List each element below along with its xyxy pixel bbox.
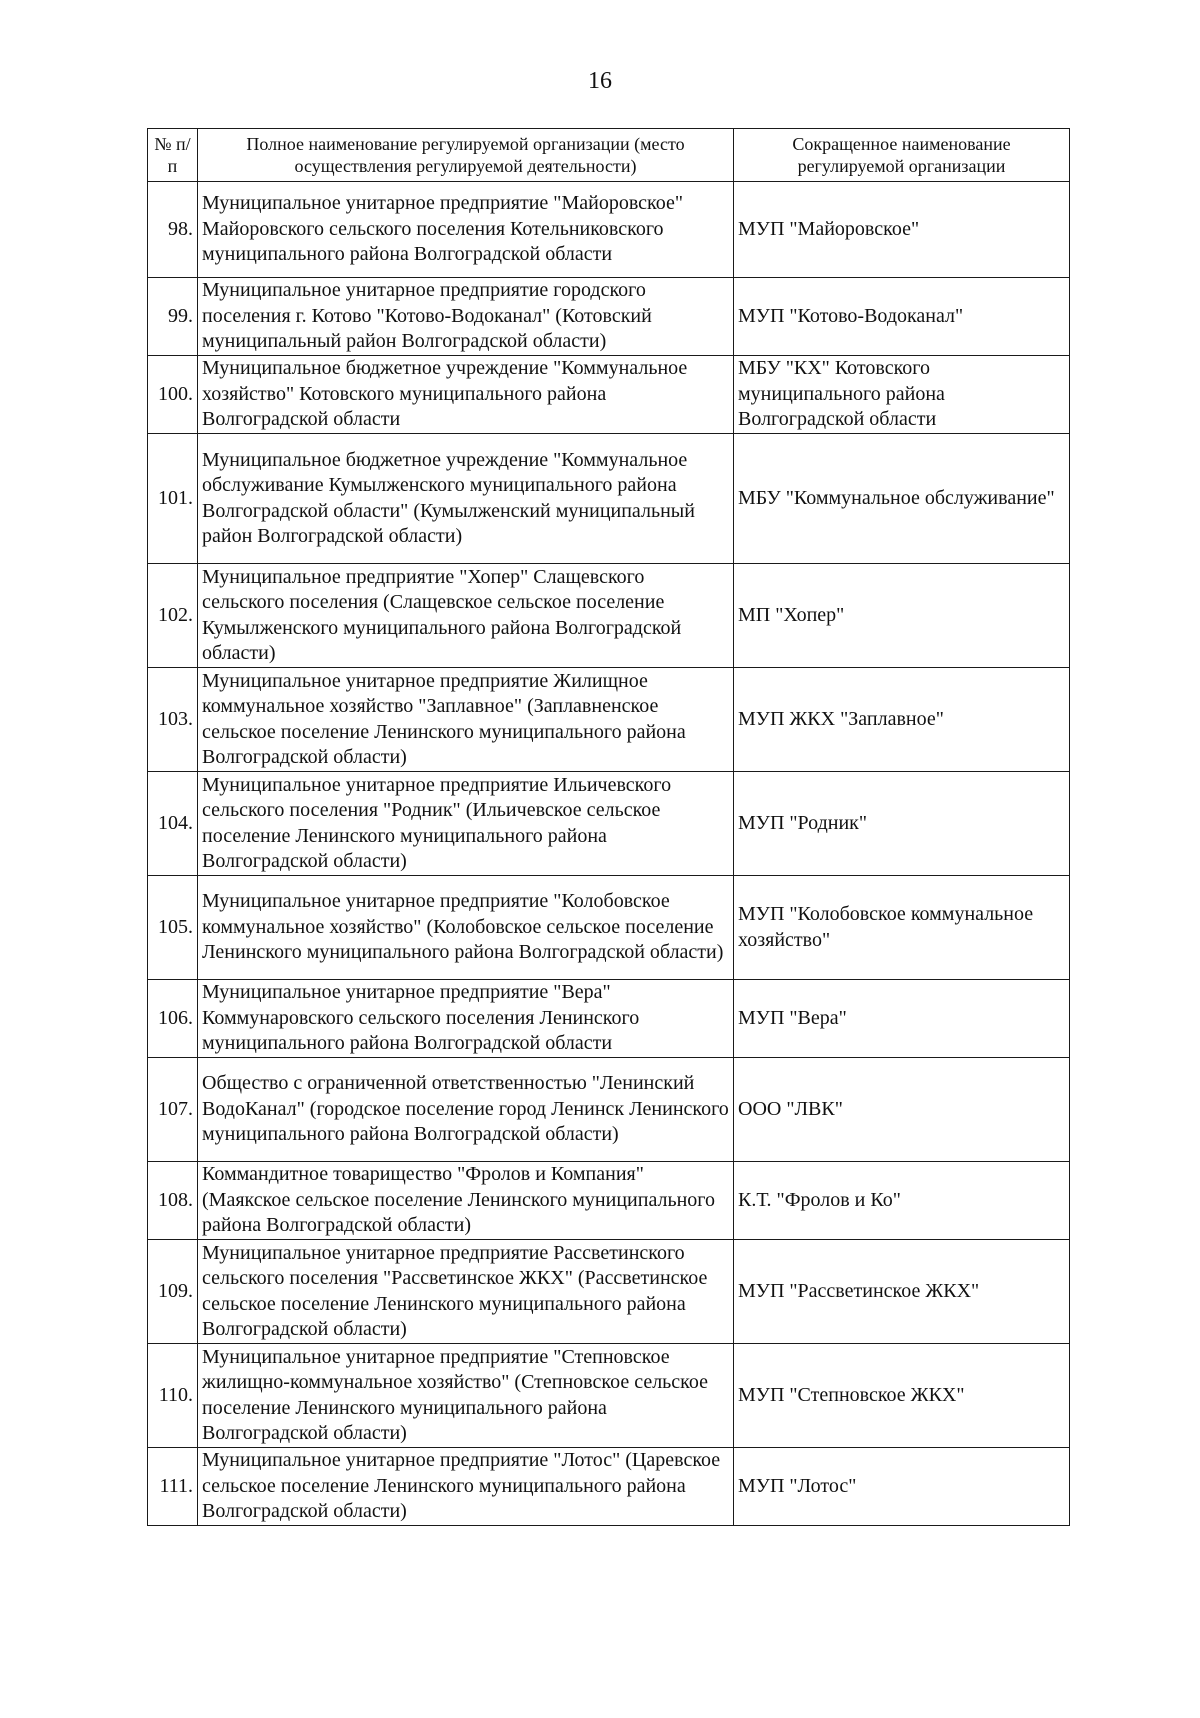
row-number: 104. <box>148 772 198 876</box>
table-row <box>148 278 1070 356</box>
row-number: 98. <box>148 182 198 278</box>
full-name-cell: Муниципальное бюджетное учреждение "Коммунальное хозяйство" Котовского муниципального района Волгоградской области <box>198 356 734 434</box>
full-name-cell: Муниципальное предприятие "Хопер" Слащевского сельского поселения (Слащевское сельское поселение Кумылженского муниципального района Волгоградской области) <box>198 564 734 668</box>
full-name-cell: Муниципальное унитарное предприятие Жилищное коммунальное хозяйство "Заплавное" (Заплавненское сельское поселение Ленинского муниципального района Волгоградской области) <box>198 668 734 772</box>
full-name-cell: Общество с ограниченной ответственностью "Ленинский ВодоКанал" (городское поселение город Ленинск Ленинского муниципального района Волгоградской области) <box>198 1058 734 1162</box>
header-full-name: Полное наименование регулируемой организации (место осуществления регулируемой деятельности) <box>198 129 734 182</box>
table-row <box>148 1240 1070 1344</box>
row-number: 107. <box>148 1058 198 1162</box>
short-name-cell: МУП ЖКХ "Заплавное" <box>734 668 1070 772</box>
table-row <box>148 876 1070 980</box>
table-row <box>148 434 1070 564</box>
short-name-cell: МП "Хопер" <box>734 564 1070 668</box>
short-name-cell: МУП "Майоровское" <box>734 182 1070 278</box>
row-number: 101. <box>148 434 198 564</box>
table-row <box>148 1162 1070 1240</box>
short-name-cell: ООО "ЛВК" <box>734 1058 1070 1162</box>
full-name-cell: Муниципальное унитарное предприятие "Степновское жилищно-коммунальное хозяйство" (Степновское сельское поселение Ленинского муниципального района Волгоградской области) <box>198 1344 734 1448</box>
table-row <box>148 980 1070 1058</box>
full-name-cell: Муниципальное унитарное предприятие "Майоровское" Майоровского сельского поселения Котельниковского муниципального района Волгоградской области <box>198 182 734 278</box>
short-name-cell: МУП "Родник" <box>734 772 1070 876</box>
short-name-cell: МУП "Колобовское коммунальное хозяйство" <box>734 876 1070 980</box>
table-row <box>148 1344 1070 1448</box>
short-name-cell: МБУ "КХ" Котовского муниципального района Волгоградской области <box>734 356 1070 434</box>
full-name-cell: Муниципальное унитарное предприятие "Вера" Коммунаровского сельского поселения Ленинского муниципального района Волгоградской области <box>198 980 734 1058</box>
header-num: № п/п <box>148 129 198 182</box>
short-name-cell: К.Т. "Фролов и Ко" <box>734 1162 1070 1240</box>
row-number: 108. <box>148 1162 198 1240</box>
full-name-cell: Муниципальное бюджетное учреждение "Коммунальное обслуживание Кумылженского муниципального района Волгоградской области" (Кумылженский муниципальный район Волгоградской области) <box>198 434 734 564</box>
full-name-cell: Муниципальное унитарное предприятие Рассветинского сельского поселения "Рассветинское ЖКХ" (Рассветинское сельское поселение Ленинского муниципального района Волгоградской области) <box>198 1240 734 1344</box>
table-header-row <box>148 129 1070 182</box>
full-name-cell: Муниципальное унитарное предприятие городского поселения г. Котово "Котово-Водоканал" (Котовский муниципальный район Волгоградской области) <box>198 278 734 356</box>
full-name-cell: Муниципальное унитарное предприятие Ильичевского сельского поселения "Родник" (Ильичевское сельское поселение Ленинского муниципального района Волгоградской области) <box>198 772 734 876</box>
table-row <box>148 182 1070 278</box>
short-name-cell: МУП "Рассветинское ЖКХ" <box>734 1240 1070 1344</box>
short-name-cell: МУП "Степновское ЖКХ" <box>734 1344 1070 1448</box>
short-name-cell: МУП "Лотос" <box>734 1448 1070 1526</box>
short-name-cell: МУП "Вера" <box>734 980 1070 1058</box>
full-name-cell: Коммандитное товарищество "Фролов и Компания" (Маякское сельское поселение Ленинского муниципального района Волгоградской области) <box>198 1162 734 1240</box>
row-number: 111. <box>148 1448 198 1526</box>
full-name-cell: Муниципальное унитарное предприятие "Колобовское коммунальное хозяйство" (Колобовское сельское поселение Ленинского муниципального района Волгоградской области) <box>198 876 734 980</box>
table-row <box>148 564 1070 668</box>
full-name-cell: Муниципальное унитарное предприятие "Лотос" (Царевское сельское поселение Ленинского муниципального района Волгоградской области) <box>198 1448 734 1526</box>
short-name-cell: МУП "Котово-Водоканал" <box>734 278 1070 356</box>
table-row <box>148 1448 1070 1526</box>
table-row <box>148 668 1070 772</box>
row-number: 105. <box>148 876 198 980</box>
row-number: 102. <box>148 564 198 668</box>
page-number: 16 <box>588 68 612 94</box>
organizations-table <box>147 128 1070 1526</box>
row-number: 106. <box>148 980 198 1058</box>
row-number: 100. <box>148 356 198 434</box>
row-number: 110. <box>148 1344 198 1448</box>
row-number: 109. <box>148 1240 198 1344</box>
table-row <box>148 772 1070 876</box>
header-short-name: Сокращенное наименование регулируемой организации <box>734 129 1070 182</box>
row-number: 99. <box>148 278 198 356</box>
short-name-cell: МБУ "Коммунальное обслуживание" <box>734 434 1070 564</box>
row-number: 103. <box>148 668 198 772</box>
table-row <box>148 356 1070 434</box>
table-row <box>148 1058 1070 1162</box>
